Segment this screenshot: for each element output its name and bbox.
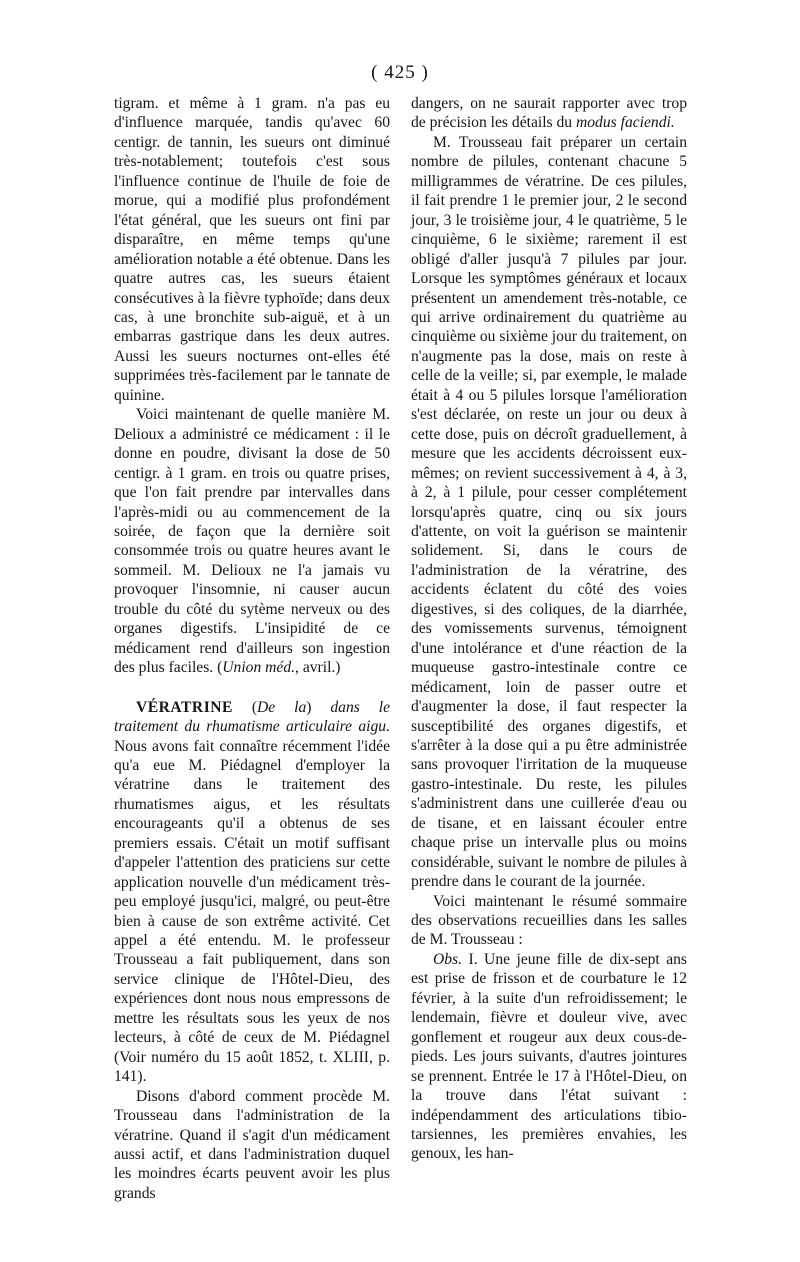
article-subject: dans le traitement du rhumatisme articulaire aigu. (114, 698, 390, 736)
paragraph-dangers (411, 94, 687, 133)
source-date: , avril.) (295, 659, 341, 677)
left-column (114, 94, 390, 1203)
paragraph-trousseau-procedure: Disons d'abord comment procède M. Trousseau dans l'administration de la vératrine. Quand il s'agit d'un médicament aussi actif, et dans l'administration duquel les moindres écarts peuvent avoir les plus grands (114, 1087, 390, 1202)
heading-de-la: De la (257, 698, 307, 716)
heading-close-paren: ) (306, 698, 331, 716)
paragraph-dangers-text: dangers, on ne saurait rapporter avec trop de précision les détails du (411, 95, 687, 132)
right-column (411, 94, 687, 1164)
article-veratrine (114, 698, 390, 1087)
source-citation: Union méd. (222, 659, 296, 677)
article-heading: VÉRATRINE (136, 698, 233, 716)
paragraph-summary-intro: Voici maintenant le résumé sommaire des observations recueillies dans les salles de M. Trousseau : (411, 892, 687, 949)
observation-label: Obs. (433, 950, 463, 968)
paragraph-pills-dosage: M. Trousseau fait préparer un certain nombre de pilules, contenant chacune 5 milligrammes de vératrine. De ces pilules, il fait prendre 1 le premier jour, 2 le second jour, 3 le troisième jour, 4 le quatrième, 5 le cinquième, 6 le sixième; rarement il est obligé d'aller jusqu'à 7 pilules par jour. Lorsque les symptômes généraux et locaux présentent un amendement très-notable, ce qui arrive ordinairement du quatrième au cinquième ou sixième jour du traitement, on n'augmente pas la dose, mais on reste à celle de la veille; si, par exemple, le malade était à 4 ou 5 pilules lorsque l'amélioration s'est déclarée, on reste un jour ou deux à cette dose, puis on décroît graduellement, à mesure que les accidents décroissent eux-mêmes; on revient successivement à 4, à 3, à 2, à 1 pilule, pour cesser complétement lorsqu'après quatre, cinq ou six jours d'attente, on voit la guérison se maintenir solidement. Si, dans le cours de l'administration de la vératrine, des accidents éclatent du côté des voies digestives, si des coliques, de la diarrhée, des vomissements survenus, témoignent d'une intolérance et d'une réaction de la muqueuse gastro-intestinale contre ce médicament, loin de passer outre et d'augmenter la dose, il faut respecter la susceptibilité des organes digestifs, et s'arrêter à la dose qui a pu être administrée sans provoquer l'irritation de la muqueuse gastro-intestinale. Du reste, les pilules s'administrent dans une cuillerée d'eau ou de tisane, et en laissant écouler entre chaque prise un intervalle plus ou moins considérable, suivant le nombre de pilules à prendre dans le courant de la journée. (411, 133, 687, 891)
paragraph-delioux-method (114, 405, 390, 677)
latin-term: modus faciendi. (576, 114, 675, 132)
page-number: ( 425 ) (371, 62, 429, 83)
paragraph-delioux-text: Voici maintenant de quelle manière M. Delioux a administré ce médicament : il le donne en poudre, divisant la dose de 50 centigr. à 1 gram. en trois ou quatre prises, que l'on fait prendre par intervalles dans l'après-midi ou au commencement de la soirée, de façon que la dernière soit consommée trois ou quatre heures avant le sommeil. M. Delioux ne l'a jamais vu provoquer l'insomnie, ni causer aucun trouble du côté du sytème nerveux ou des organes digestifs. L'insipidité de ce médicament rend d'ailleurs son ingestion des plus faciles. ( (114, 406, 390, 677)
observation-text: I. Une jeune fille de dix-sept ans est prise de frisson et de courbature le 12 février, à la suite d'un refroidissement; le lendemain, fièvre et douleur vive, avec gonflement et rougeur aux deux cous-de-pieds. Les jours suivants, d'autres jointures se prennent. Entrée le 17 à l'Hôtel-Dieu, on la trouve dans l'état suivant : indépendamment des articulations tibio-tarsiennes, les premières envahies, les genoux, les han- (411, 950, 687, 1163)
paragraph-sweats: tigram. et même à 1 gram. n'a pas eu d'influence marquée, tandis qu'avec 60 centigr. de tannin, les sueurs ont diminué très-notablement; toutefois c'est sous l'influence continue de l'huile de foie de morue, qui a modifié plus profondément l'état général, que les sueurs ont fini par disparaître, en même temps qu'une amélioration notable a été obtenue. Dans les quatre autres cas, les sueurs étaient consécutives à la fièvre typhoïde; dans deux cas, à une bronchite sub-aiguë, et à un embarras gastrique dans les deux autres. Aussi les sueurs nocturnes ont-elles été supprimées très-facilement par le tannate de quinine. (114, 95, 390, 404)
paragraph-observation-1 (411, 950, 687, 1164)
article-intro-text: Nous avons fait connaître récemment l'idée qu'a eue M. Piédagnel d'employer la vératrine dans le traitement des rhumatismes aigus, et les résultats encourageants qu'il a obtenus de ses premiers essais. C'était un motif suffisant d'appeler l'attention des praticiens sur cette application nouvelle d'un médicament très-peu employé jusqu'ici, malgré, ou peut-être bien à cause de son extrême activité. Cet appel a été entendu. M. le professeur Trousseau a fait publiquement, dans son service clinique de l'Hôtel-Dieu, des expériences dont nous nous empressons de mettre les résultats sous les yeux de nos lecteurs, à côté de ceux de M. Piédagnel (Voir numéro du 15 août 1852, t. XLIII, p. 141). (114, 737, 390, 1086)
heading-open-paren: ( (232, 698, 258, 716)
